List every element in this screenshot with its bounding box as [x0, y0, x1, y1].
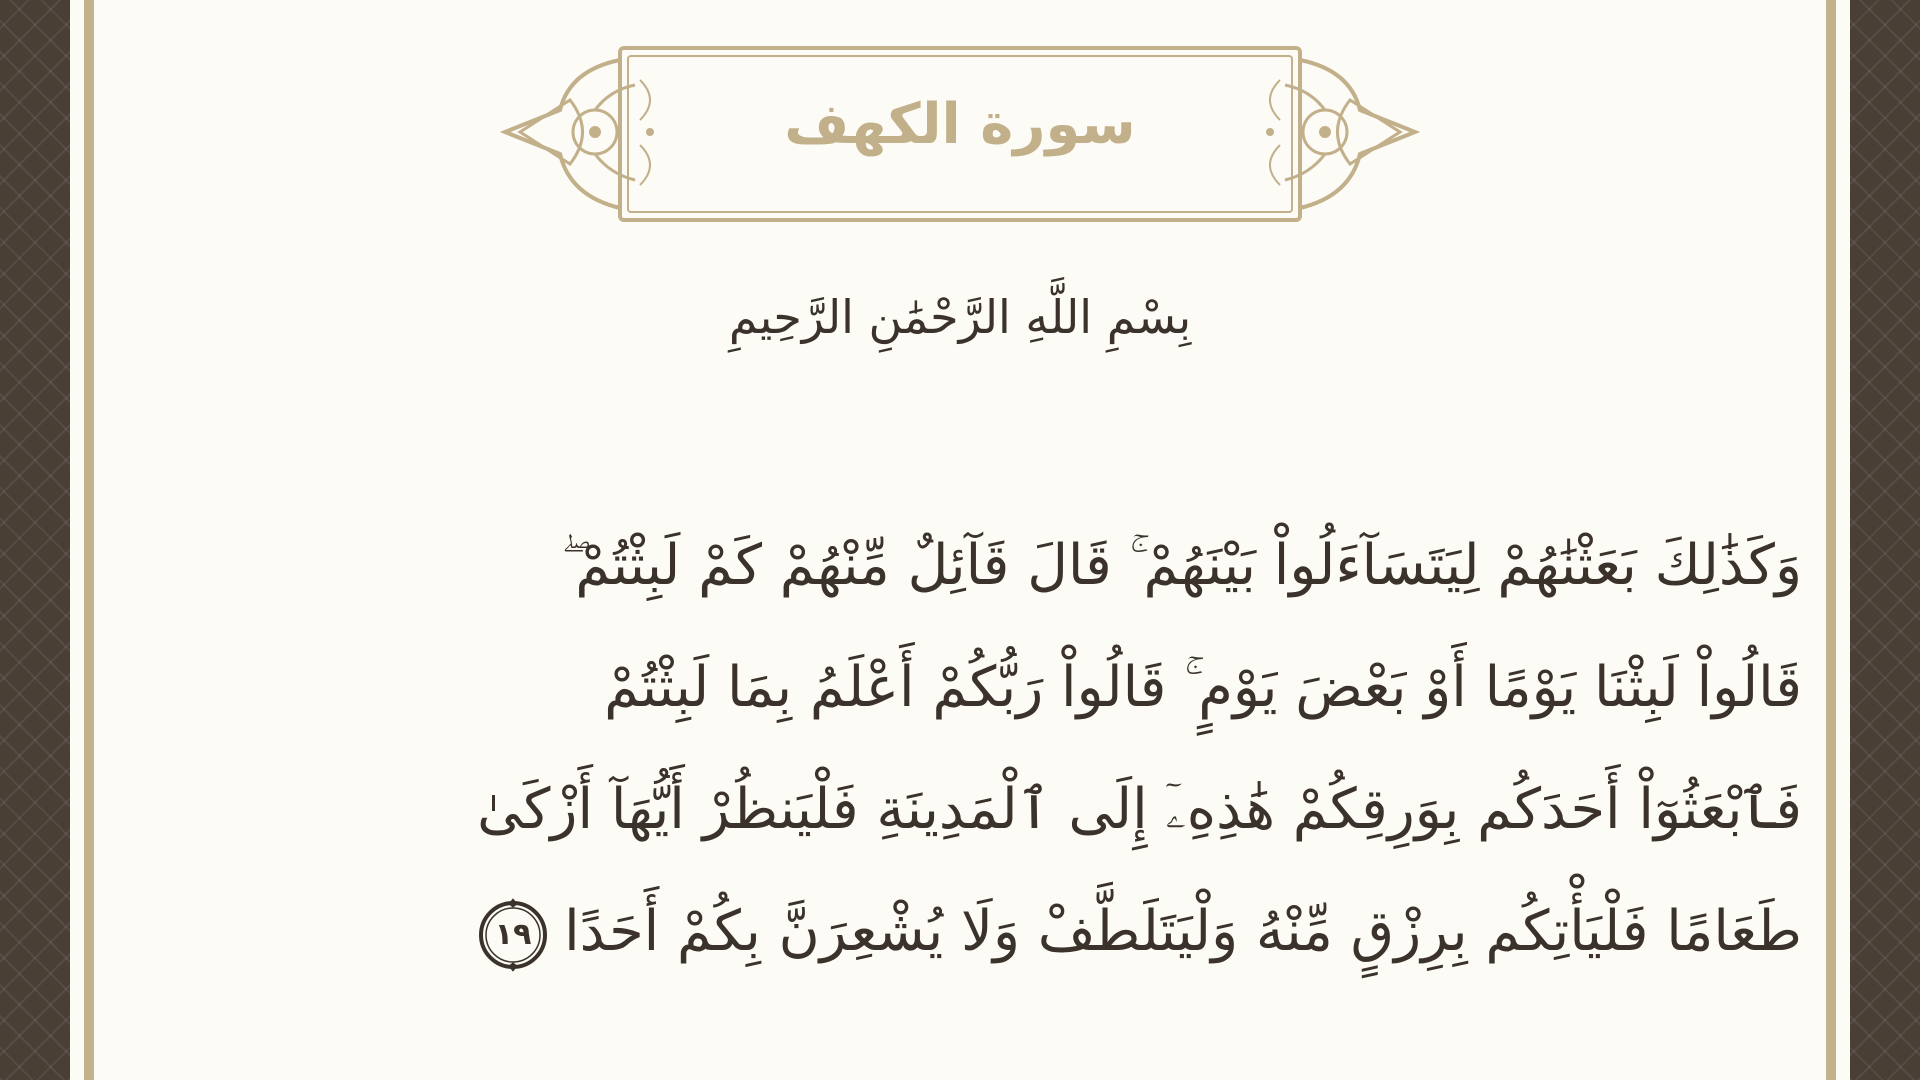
verse-line-1: وَكَذَٰلِكَ بَعَثْنَٰهُمْ لِيَتَسَآءَلُواْ بَيْنَهُمْ ۚ قَالَ قَآئِلٌ مِّنْهُمْ كَمْ لَبِثْتُمْ ۖ — [561, 533, 1802, 598]
ayah-end-marker — [476, 898, 550, 972]
verse-line-2: قَالُواْ لَبِثْنَا يَوْمًا أَوْ بَعْضَ يَوْمٍ ۚ قَالُواْ رَبُّكُمْ أَعْلَمُ بِمَا لَبِثْتُمْ — [604, 655, 1802, 720]
verse-line-4 — [302, 871, 1802, 993]
right-border-gap — [1836, 0, 1850, 1080]
right-gold-rule — [1826, 0, 1836, 1080]
left-gold-rule — [84, 0, 94, 1080]
surah-title-frame — [500, 40, 1420, 225]
right-ornamental-border — [1850, 0, 1920, 1080]
surah-title: سورة الكهف — [784, 92, 1136, 157]
verse-line-3: فَٱبْعَثُوٓاْ أَحَدَكُم بِوَرِقِكُمْ هَٰذِهِۦٓ إِلَى ٱلْمَدِينَةِ فَلْيَنظُرْ أَيُّهَآ أَزْكَىٰ — [477, 777, 1802, 842]
verse-line-4-text: طَعَامًا فَلْيَأْتِكُم بِرِزْقٍ مِّنْهُ وَلْيَتَلَطَّفْ وَلَا يُشْعِرَنَّ بِكُمْ أَحَدًا — [564, 899, 1802, 964]
verse-text — [302, 505, 1802, 993]
ayah-number: ١٩ — [494, 916, 532, 952]
basmala: بِسْمِ اللَّهِ الرَّحْمَٰنِ الرَّحِيمِ — [728, 290, 1192, 344]
left-ornamental-border — [0, 0, 70, 1080]
left-border-gap — [70, 0, 84, 1080]
